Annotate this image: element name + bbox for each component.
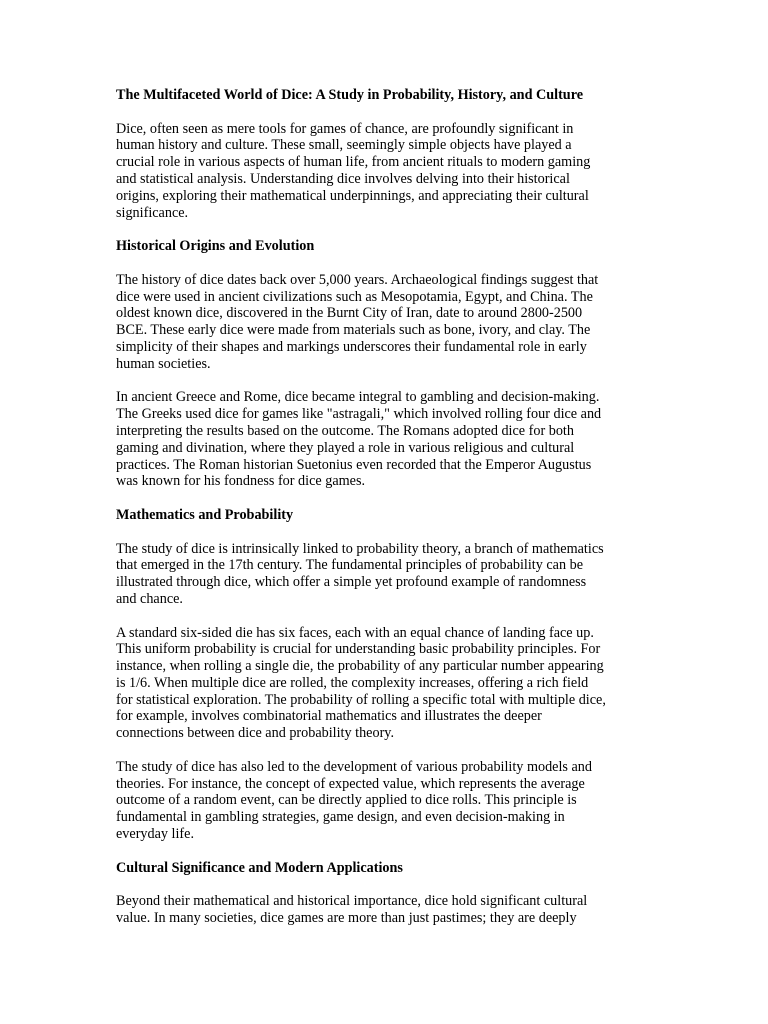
paragraph-line: illustrated through dice, which offer a simple yet profound example of randomness xyxy=(116,574,587,591)
paragraph-line: is 1/6. When multiple dice are rolled, the complexity increases, offering a rich field xyxy=(116,674,589,691)
paragraph-line: This uniform probability is crucial for understanding basic probability principles. For xyxy=(116,641,601,658)
paragraph-line: Beyond their mathematical and historical importance, dice hold significant cultural xyxy=(116,893,588,910)
paragraph-line: everyday life. xyxy=(116,826,194,843)
paragraph-line: The study of dice is intrinsically linked to probability theory, a branch of mathematics xyxy=(116,540,604,557)
paragraph-line: connections between dice and probability theory. xyxy=(116,725,395,742)
document-title: The Multifaceted World of Dice: A Study in Probability, History, and Culture xyxy=(116,87,584,103)
paragraph-line: The history of dice dates back over 5,000 years. Archaeological findings suggest that xyxy=(116,271,599,288)
intro-paragraph xyxy=(116,121,652,222)
history-paragraph-1 xyxy=(116,272,652,373)
paragraph-line: dice were used in ancient civilizations such as Mesopotamia, Egypt, and China. The xyxy=(116,288,593,305)
paragraph-line: gaming and divination, where they played a role in various religious and cultural xyxy=(116,439,575,456)
paragraph-line: theories. For instance, the concept of expected value, which represents the average xyxy=(116,775,585,792)
document-page xyxy=(116,87,652,927)
section-heading-history: Historical Origins and Evolution xyxy=(116,238,315,255)
paragraph-line: that emerged in the 17th century. The fundamental principles of probability can be xyxy=(116,557,583,574)
paragraph-line: oldest known dice, discovered in the Burnt City of Iran, date to around 2800-2500 xyxy=(116,305,583,322)
paragraph-line: significance. xyxy=(116,204,189,221)
section-heading-culture: Cultural Significance and Modern Applications xyxy=(116,859,403,876)
paragraph-line: crucial role in various aspects of human life, from ancient rituals to modern gaming xyxy=(116,154,591,171)
section-heading-math: Mathematics and Probability xyxy=(116,506,294,523)
paragraph-line: In ancient Greece and Rome, dice became integral to gambling and decision-making. xyxy=(116,389,600,406)
paragraph-line: simplicity of their shapes and markings underscores their fundamental role in early xyxy=(116,338,587,355)
paragraph-line: BCE. These early dice were made from materials such as bone, ivory, and clay. The xyxy=(116,322,591,339)
culture-paragraph-1 xyxy=(116,893,652,927)
paragraph-line: value. In many societies, dice games are more than just pastimes; they are deeply xyxy=(116,910,577,927)
paragraph-line: interpreting the results based on the outcome. The Romans adopted dice for both xyxy=(116,422,574,439)
paragraph-line: and statistical analysis. Understanding dice involves delving into their historical xyxy=(116,170,570,187)
math-paragraph-1 xyxy=(116,541,652,608)
math-paragraph-2 xyxy=(116,625,652,743)
paragraph-line: outcome of a random event, can be directly applied to dice rolls. This principle is xyxy=(116,792,577,809)
paragraph-line: Dice, often seen as mere tools for games of chance, are profoundly significant in xyxy=(116,120,574,137)
paragraph-line: and chance. xyxy=(116,590,183,607)
paragraph-line: human history and culture. These small, seemingly simple objects have played a xyxy=(116,137,572,154)
paragraph-line: origins, exploring their mathematical underpinnings, and appreciating their cultural xyxy=(116,187,589,204)
paragraph-line: for statistical exploration. The probability of rolling a specific total with multiple dice, xyxy=(116,691,606,708)
paragraph-line: The Greeks used dice for games like "astragali," which involved rolling four dice and xyxy=(116,406,602,423)
history-paragraph-2 xyxy=(116,389,652,490)
paragraph-line: The study of dice has also led to the development of various probability models and xyxy=(116,758,592,775)
math-paragraph-3 xyxy=(116,759,652,843)
paragraph-line: human societies. xyxy=(116,355,211,372)
paragraph-line: was known for his fondness for dice games. xyxy=(116,473,366,490)
paragraph-line: practices. The Roman historian Suetonius even recorded that the Emperor Augustus xyxy=(116,456,592,473)
paragraph-line: for example, involves combinatorial mathematics and illustrates the deeper xyxy=(116,708,542,725)
paragraph-line: fundamental in gambling strategies, game design, and even decision-making in xyxy=(116,809,565,826)
paragraph-line: A standard six-sided die has six faces, each with an equal chance of landing face up. xyxy=(116,624,594,641)
paragraph-line: instance, when rolling a single die, the probability of any particular number appearing xyxy=(116,658,604,675)
